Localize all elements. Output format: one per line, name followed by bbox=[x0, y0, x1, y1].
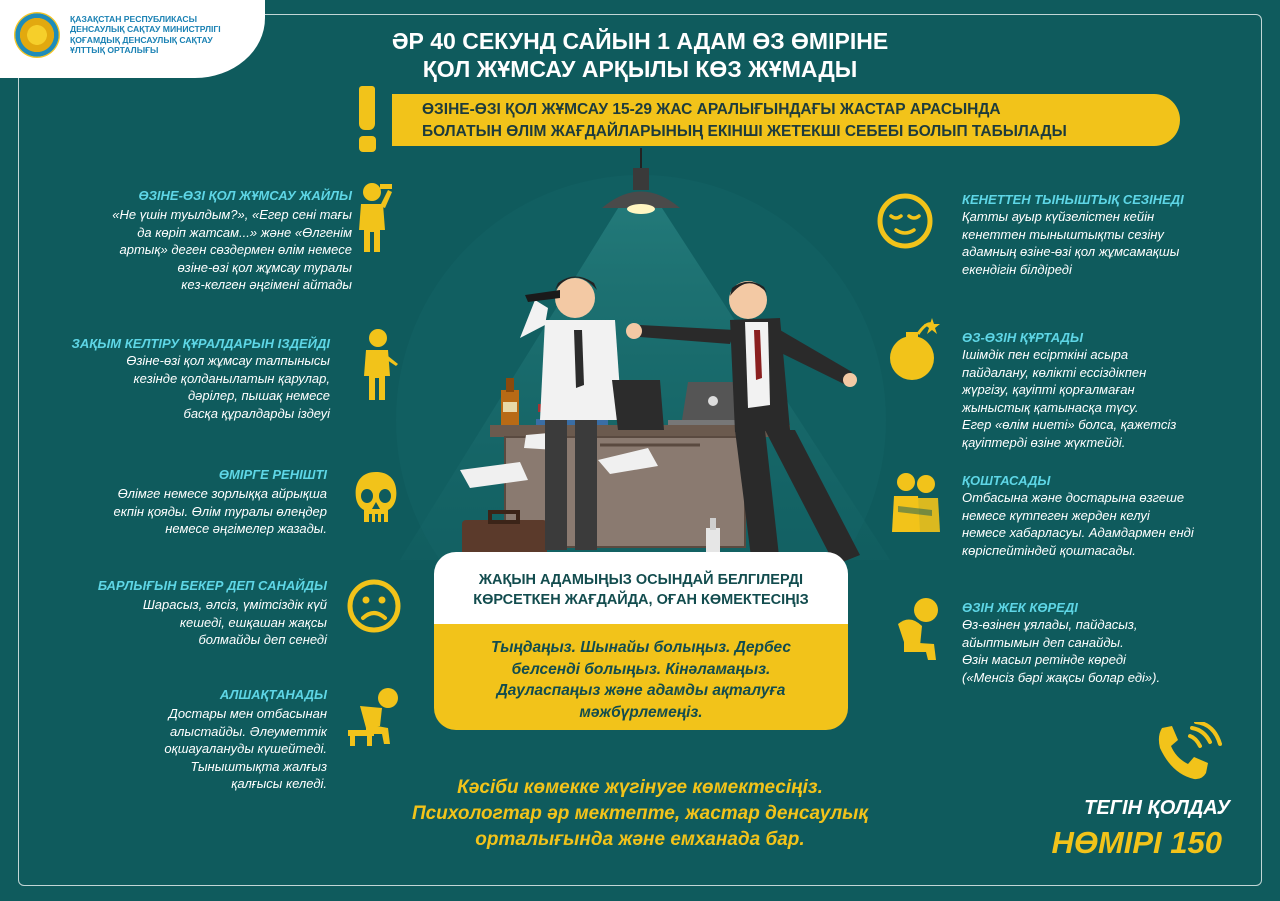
sign-line: артық» деген сөздермен өлім немесе bbox=[119, 242, 352, 258]
advice-line: Тыңдаңыз. Шынайы болыңыз. Дербес bbox=[491, 639, 791, 656]
sign-description bbox=[962, 208, 1262, 278]
sign-line: («Менсіз бәрі жақсы болар еді»). bbox=[962, 669, 1161, 685]
advice-line: Дауласпаңыз және адамды ақталуға bbox=[496, 682, 786, 699]
hunched-person-icon bbox=[890, 596, 946, 662]
sign-line: алыстайды. Әлеуметтік bbox=[169, 723, 327, 739]
sign-description bbox=[40, 485, 327, 538]
sign-line: жыныстық қатынасқа түсу. bbox=[962, 399, 1139, 415]
sign-line: Шарасыз, әлсіз, үмітсіздік күй bbox=[142, 597, 327, 612]
sign-line: қауіптерді өзіне жүктейді. bbox=[962, 434, 1126, 450]
sign-heading: ӨМІРГЕ РЕНІШТІ bbox=[218, 467, 327, 482]
bomb-icon bbox=[886, 314, 942, 384]
sign-heading: КЕНЕТТЕН ТЫНЫШТЫҚ СЕЗІНЕДІ bbox=[962, 192, 1184, 207]
person-with-knife-icon bbox=[360, 326, 400, 402]
sign-line: Өз-өзінен ұялады, пайдасыз, bbox=[962, 617, 1138, 632]
sign-line: басқа құралдарды іздеуі bbox=[183, 405, 330, 421]
advice-line: белсенді болыңыз. Кінәламаңыз. bbox=[511, 660, 771, 678]
sign-line: айыптымын деп санайды. bbox=[962, 634, 1124, 650]
sign-line: адамның өзіне-өзі қол жұмсамақшы bbox=[962, 244, 1180, 260]
sign-line: кезінде қолданылатын қарулар, bbox=[133, 370, 330, 386]
sign-line: болмайды деп сенеді bbox=[198, 632, 327, 648]
sign-line: Өзін масыл ретінде көреді bbox=[962, 652, 1126, 668]
hotline-number: НӨМІРІ 150 bbox=[1051, 825, 1222, 860]
sign-line: немесе хабарласуы. Адамдармен енді bbox=[962, 525, 1194, 541]
sign-heading: ӨЗІН ЖЕК КӨРЕДІ bbox=[962, 600, 1078, 615]
sign-line: Өлімге немесе зорлыққа айрықша bbox=[117, 486, 327, 501]
title-line: ӘР 40 СЕКУНД САЙЫН 1 АДАМ ӨЗ ӨМІРІНЕ bbox=[391, 28, 889, 54]
sign-line: дәрілер, пышақ немесе bbox=[187, 388, 330, 404]
sign-line: кез-келген әңгімені айтады bbox=[181, 277, 352, 293]
banner-line: ӨЗІНЕ-ӨЗІ ҚОЛ ЖҰМСАУ 15-29 ЖАС АРАЛЫҒЫНДАҒЫ ЖАСТАР АРАСЫНДА bbox=[422, 101, 1001, 118]
org-name-line: ҚОҒАМДЫҚ ДЕНСАУЛЫҚ САҚТАУ bbox=[70, 34, 213, 45]
sign-line: «Не үшін туылдым?», «Егер сені тағы bbox=[112, 207, 352, 222]
professional-help-message bbox=[340, 775, 940, 853]
calm-face-icon bbox=[876, 192, 934, 250]
sign-heading: ӨЗІНЕ-ӨЗІ ҚОЛ ЖҰМСАУ ЖАЙЛЫ bbox=[138, 188, 352, 203]
sign-heading: ҚОШТАСАДЫ bbox=[962, 473, 1051, 488]
sign-heading: ӨЗ-ӨЗІН ҚҰРТАДЫ bbox=[962, 330, 1083, 345]
chair bbox=[612, 380, 664, 430]
sign-line: Отбасына және достарына өзгеше bbox=[962, 490, 1185, 505]
sign-description bbox=[40, 206, 352, 294]
phone-icon bbox=[1152, 722, 1224, 786]
sign-line: екендігін білдіреді bbox=[962, 261, 1072, 277]
sign-line: пайдалану, көлікті ессіздікпен bbox=[962, 364, 1147, 380]
sign-line: жүргізу, қауіпті қорғалмаған bbox=[962, 382, 1135, 398]
sign-description bbox=[40, 705, 327, 793]
footer-line: Психологтар әр мектепте, жастар денсаулық bbox=[411, 803, 869, 824]
sign-heading: ЗАҚЫМ КЕЛТІРУ ҚҰРАЛДАРЫН ІЗДЕЙДІ bbox=[71, 336, 330, 351]
title-line: ҚОЛ ЖҰМСАУ АРҚЫЛЫ КӨЗ ЖҰМАДЫ bbox=[422, 56, 858, 82]
sign-line: оқшауалануды күшейтеді. bbox=[164, 741, 327, 757]
sign-line: Тыныштықта жалғыз bbox=[190, 758, 327, 774]
org-name-line: ДЕНСАУЛЫҚ САҚТАУ МИНИСТРЛІГІ bbox=[70, 24, 221, 35]
sign-line: екпін қояды. Өлім туралы өлеңдер bbox=[113, 503, 327, 519]
sign-line: немесе әңгімелер жазады. bbox=[165, 521, 327, 537]
sign-line: Өзіне-өзі қол жұмсау талпынысы bbox=[126, 353, 330, 368]
sign-heading: АЛШАҚТАНАДЫ bbox=[219, 687, 327, 702]
footer-line: Кәсіби көмекке жүгінуге көмектесіңіз. bbox=[457, 777, 823, 798]
sign-description bbox=[962, 489, 1262, 559]
help-card-advice bbox=[434, 624, 848, 730]
sign-line: да көріп жатсам...» және «Өлгенім bbox=[137, 224, 352, 240]
help-heading-line: ЖАҚЫН АДАМЫҢЫЗ ОСЫНДАЙ БЕЛГІЛЕРДІ bbox=[478, 572, 804, 588]
org-name-line: ҰЛТТЫҚ ОРТАЛЫҒЫ bbox=[70, 45, 159, 56]
sign-heading: БАРЛЫҒЫН БЕКЕР ДЕП САНАЙДЫ bbox=[97, 578, 327, 593]
help-card-heading bbox=[434, 552, 848, 624]
hugging-people-icon bbox=[888, 470, 944, 534]
sign-line: немесе күтпеген жерден келуі bbox=[962, 507, 1150, 523]
sign-line: Қатты ауыр күйзелістен кейін bbox=[962, 209, 1155, 224]
help-advice-card bbox=[434, 552, 848, 730]
person-with-gun-icon bbox=[356, 180, 396, 254]
hotline-label: ТЕГІН ҚОЛДАУ bbox=[1084, 797, 1230, 819]
sitting-person-icon bbox=[346, 684, 406, 748]
skull-icon bbox=[352, 470, 400, 526]
sign-line: өзіне-өзі қол жұмсау туралы bbox=[177, 259, 352, 275]
advice-line: мәжбүрлемеңіз. bbox=[579, 703, 703, 721]
sign-line: Ішімдік пен есірткіні асыра bbox=[962, 347, 1129, 362]
sign-line: қалғысы келеді. bbox=[231, 776, 327, 792]
sign-description bbox=[40, 352, 330, 422]
footer-line: орталығында және емханада бар. bbox=[475, 829, 805, 850]
banner-line: БОЛАТЫН ӨЛІМ ЖАҒДАЙЛАРЫНЫҢ ЕКІНШІ ЖЕТЕКШІ СЕБЕБІ БОЛЫП ТАБЫЛАДЫ bbox=[422, 123, 1067, 140]
sign-line: кешеді, ешқашан жақсы bbox=[179, 614, 327, 630]
sign-line: көріспейтіндей қоштасады. bbox=[962, 542, 1136, 558]
sign-line: Достары мен отбасынан bbox=[168, 706, 327, 721]
sign-description bbox=[962, 346, 1262, 452]
sign-description bbox=[40, 596, 327, 649]
sign-description bbox=[962, 616, 1262, 686]
org-name-line: ҚАЗАҚСТАН РЕСПУБЛИКАСЫ bbox=[70, 14, 198, 24]
sign-line: кенеттен тыныштықты сезіну bbox=[962, 226, 1164, 242]
sad-face-icon bbox=[346, 578, 402, 634]
help-heading-line: КӨРСЕТКЕН ЖАҒДАЙДА, ОҒАН КӨМЕКТЕСІҢІЗ bbox=[473, 592, 809, 608]
sign-line: Егер «өлім ниеті» болса, қажетсіз bbox=[962, 417, 1177, 433]
